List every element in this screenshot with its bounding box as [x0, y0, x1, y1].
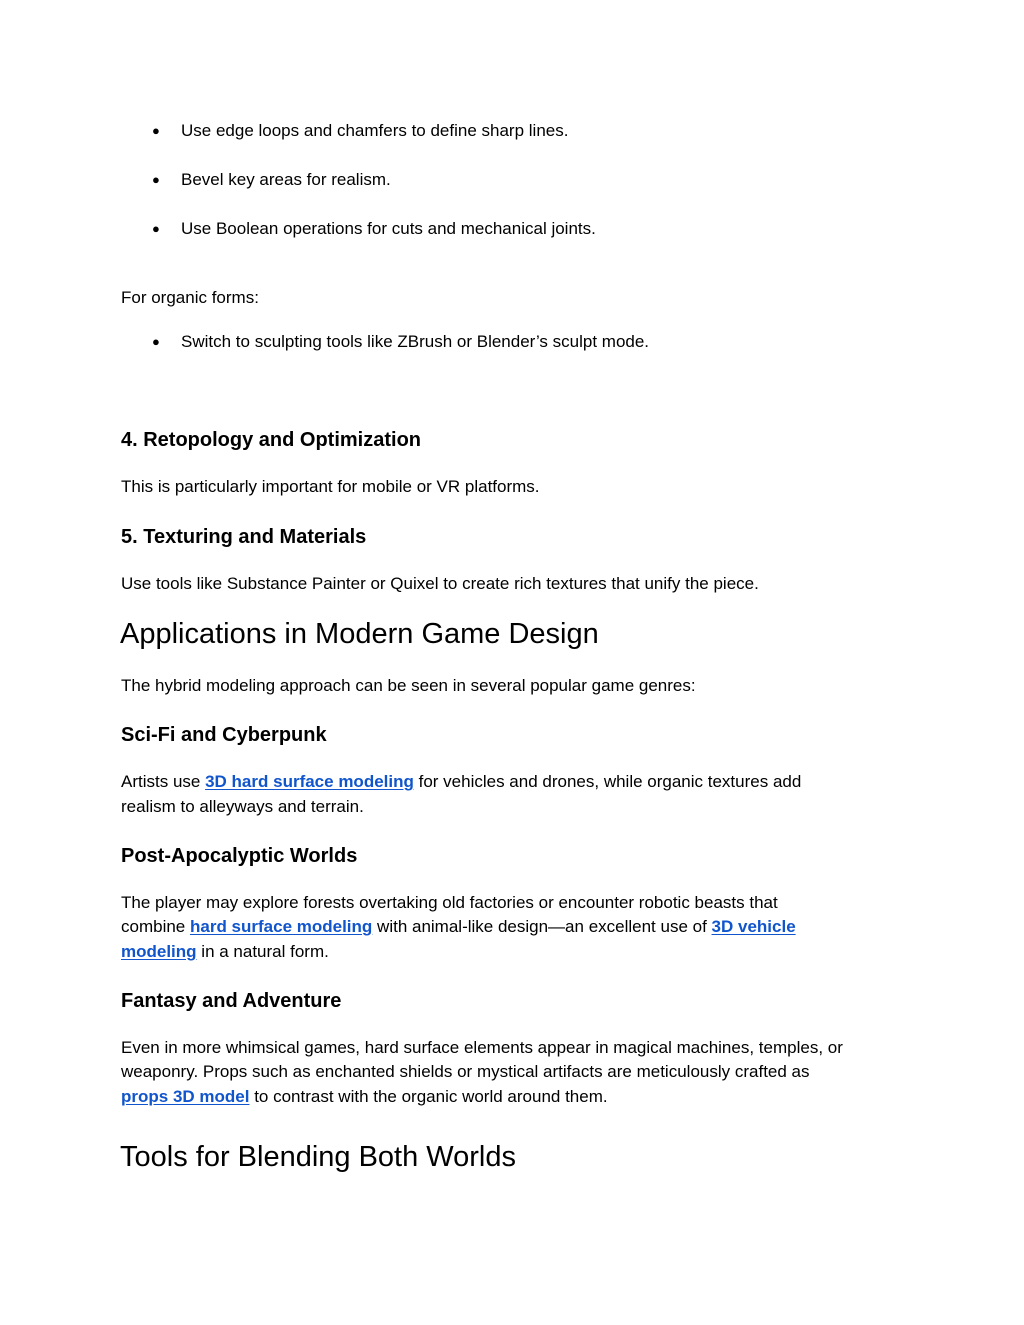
heading-tools: Tools for Blending Both Worlds [120, 1141, 517, 1173]
postapoc-line-3 [121, 940, 329, 965]
link-3d-vehicle-modeling-cont[interactable]: modeling [121, 942, 197, 961]
list-item: Switch to sculpting tools like ZBrush or Blender’s sculpt mode. [181, 332, 650, 351]
fantasy-line-1: Even in more whimsical games, hard surface elements appear in magical machines, temples, or [121, 1038, 843, 1057]
subheading-fantasy: Fantasy and Adventure [121, 990, 342, 1012]
text-run: Artists use [121, 772, 206, 791]
bullet-dot: ● [152, 334, 160, 349]
heading-applications: Applications in Modern Game Design [120, 618, 599, 650]
list-item: Use edge loops and chamfers to define sharp lines. [181, 121, 569, 140]
scifi-line-2: realism to alleyways and terrain. [121, 797, 364, 816]
organic-intro: For organic forms: [121, 288, 259, 307]
link-props-3d-model[interactable]: props 3D model [121, 1087, 250, 1106]
text-run: in a natural form. [196, 942, 329, 961]
list-item: Use Boolean operations for cuts and mechanical joints. [181, 219, 596, 238]
section-heading-texturing: 5. Texturing and Materials [121, 526, 367, 548]
text-run: for vehicles and drones, while organic textures add [413, 772, 802, 791]
section-body-retopology: This is particularly important for mobile or VR platforms. [121, 477, 540, 496]
section-heading-retopology: 4. Retopology and Optimization [121, 429, 421, 451]
subheading-post-apocalyptic: Post-Apocalyptic Worlds [121, 845, 358, 867]
section-body-texturing: Use tools like Substance Painter or Quixel to create rich textures that unify the piece. [121, 574, 759, 593]
subheading-scifi: Sci-Fi and Cyberpunk [121, 724, 327, 746]
applications-intro: The hybrid modeling approach can be seen in several popular game genres: [121, 676, 696, 695]
scifi-line-1 [121, 770, 801, 795]
fantasy-line-3 [121, 1085, 608, 1110]
link-hard-surface-modeling[interactable]: hard surface modeling [189, 917, 373, 936]
postapoc-line-1: The player may explore forests overtaking old factories or encounter robotic beasts that [121, 893, 778, 912]
bullet-dot: ● [152, 123, 160, 138]
text-run: to contrast with the organic world around them. [249, 1087, 608, 1106]
link-3d-vehicle-modeling[interactable]: 3D vehicle [711, 917, 796, 936]
list-item: Bevel key areas for realism. [181, 170, 391, 189]
bullet-dot: ● [152, 221, 160, 236]
link-3d-hard-surface-modeling[interactable]: 3D hard surface modeling [205, 772, 414, 791]
fantasy-line-2: weaponry. Props such as enchanted shields or mystical artifacts are meticulously crafted as [121, 1062, 810, 1081]
text-run: combine [121, 917, 190, 936]
text-run: with animal-like design—an excellent use of [372, 917, 712, 936]
postapoc-line-2 [121, 915, 796, 940]
bullet-dot: ● [152, 172, 160, 187]
